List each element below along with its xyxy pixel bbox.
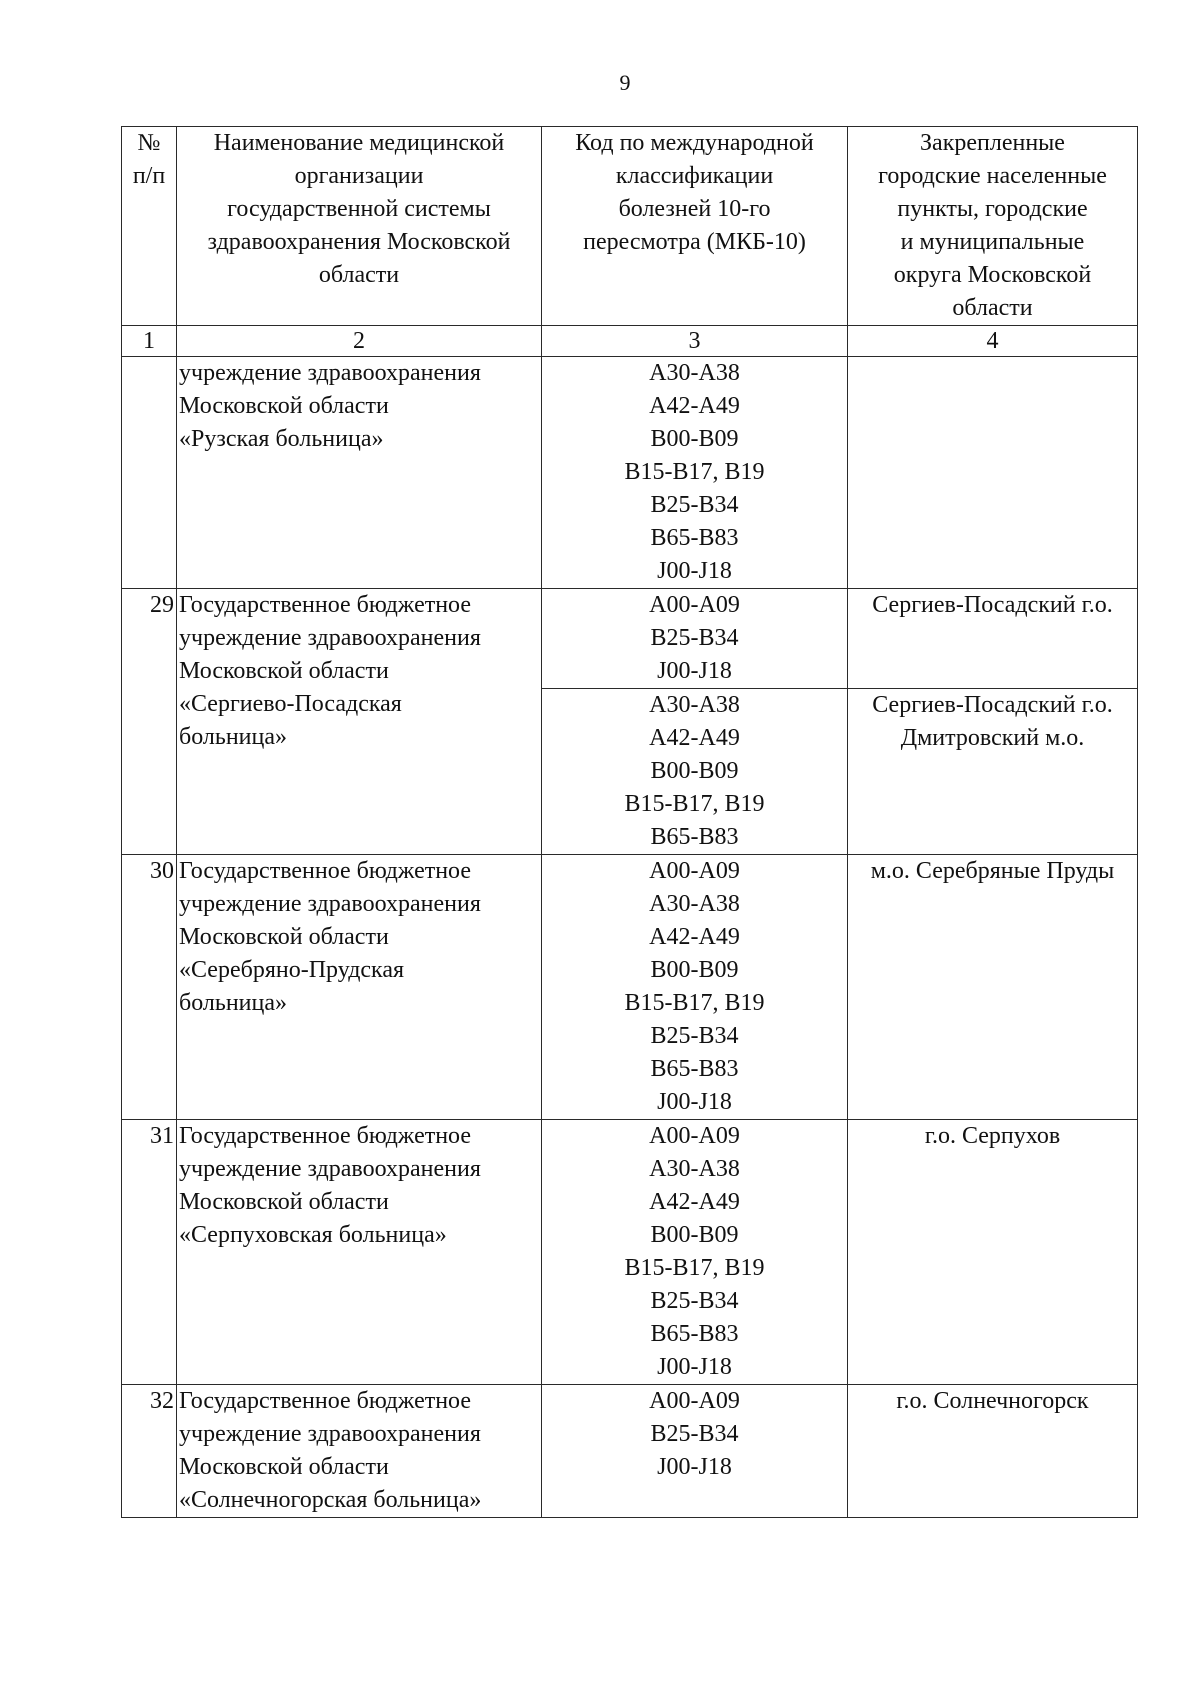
text-line: болезней 10-го bbox=[618, 196, 771, 222]
text-line: «Солнечногорская больница» bbox=[179, 1487, 482, 1513]
text-line: г.о. Солнечногорск bbox=[896, 1388, 1089, 1414]
text-line: В65-В83 bbox=[650, 1321, 739, 1347]
text-line: А00-А09 bbox=[649, 1388, 740, 1414]
text-line: «Серпуховская больница» bbox=[179, 1222, 447, 1248]
text-line: В15-В17, В19 bbox=[624, 990, 765, 1016]
text-line: Наименование медицинской bbox=[213, 130, 505, 156]
icd10-codes bbox=[542, 1385, 848, 1518]
text-line: Дмитровский м.о. bbox=[900, 725, 1085, 751]
table-row bbox=[122, 357, 1138, 589]
icd10-codes bbox=[542, 1120, 848, 1385]
text-line: и муниципальные bbox=[900, 229, 1085, 255]
text-line: В65-В83 bbox=[650, 1056, 739, 1082]
assigned-areas bbox=[848, 855, 1138, 1120]
row-number: 31 bbox=[122, 1120, 177, 1385]
text-line: Государственное бюджетное bbox=[179, 592, 471, 618]
text-line: городские населенные bbox=[878, 163, 1107, 189]
header-row bbox=[122, 127, 1138, 326]
organization-name bbox=[177, 855, 542, 1120]
text-line: Государственное бюджетное bbox=[179, 1123, 471, 1149]
text-line: J00-J18 bbox=[657, 1354, 732, 1380]
text-line: больница» bbox=[179, 724, 287, 750]
text-line: В25-В34 bbox=[650, 1023, 739, 1049]
text-line: «Серебряно-Прудская bbox=[179, 957, 405, 983]
text-line: J00-J18 bbox=[657, 558, 732, 584]
text-line: области bbox=[952, 295, 1033, 321]
text-line: В15-В17, В19 bbox=[624, 1255, 765, 1281]
text-line: В25-В34 bbox=[650, 1421, 739, 1447]
text-line: больница» bbox=[179, 990, 287, 1016]
text-line: округа Московской bbox=[893, 262, 1092, 288]
text-line: Государственное бюджетное bbox=[179, 858, 471, 884]
text-line: «Рузская больница» bbox=[179, 426, 384, 452]
row-number: 30 bbox=[122, 855, 177, 1120]
column-number: 1 bbox=[122, 326, 177, 357]
column-number: 3 bbox=[542, 326, 848, 357]
text-line: А42-А49 bbox=[649, 1189, 740, 1215]
organization-name bbox=[177, 1120, 542, 1385]
text-line: п/п bbox=[132, 163, 166, 189]
text-line: А30-А38 bbox=[649, 1156, 740, 1182]
text-line: В15-В17, В19 bbox=[624, 791, 765, 817]
assigned-areas bbox=[848, 689, 1138, 855]
text-line: государственной системы bbox=[227, 196, 491, 222]
text-line: Сергиев-Посадский г.о. bbox=[872, 692, 1113, 718]
text-line: Московской области bbox=[179, 393, 389, 419]
text-line: J00-J18 bbox=[657, 1454, 732, 1480]
icd10-codes bbox=[542, 855, 848, 1120]
text-line: учреждение здравоохранения bbox=[179, 1421, 481, 1447]
text-line: здравоохранения Московской bbox=[207, 229, 511, 255]
row-number bbox=[122, 357, 177, 589]
text-line: А42-А49 bbox=[649, 725, 740, 751]
table-row bbox=[122, 589, 1138, 689]
assigned-areas bbox=[848, 357, 1138, 589]
text-line: Московской области bbox=[179, 1189, 389, 1215]
text-line: J00-J18 bbox=[657, 658, 732, 684]
icd10-codes bbox=[542, 357, 848, 589]
text-line: А30-А38 bbox=[649, 692, 740, 718]
text-line: классификации bbox=[615, 163, 774, 189]
column-number: 4 bbox=[848, 326, 1138, 357]
text-line: А42-А49 bbox=[649, 924, 740, 950]
text-line: Закрепленные bbox=[920, 130, 1065, 156]
text-line: Сергиев-Посадский г.о. bbox=[872, 592, 1113, 618]
text-line: А30-А38 bbox=[649, 891, 740, 917]
text-line: А00-А09 bbox=[649, 592, 740, 618]
text-line: пересмотра (МКБ-10) bbox=[583, 229, 806, 255]
icd10-codes bbox=[542, 589, 848, 689]
text-line: В65-В83 bbox=[650, 824, 739, 850]
text-line: В00-В09 bbox=[650, 1222, 739, 1248]
header-icd10-code bbox=[542, 127, 848, 326]
text-line: В25-В34 bbox=[650, 492, 739, 518]
assigned-areas bbox=[848, 1385, 1138, 1518]
text-line: В00-В09 bbox=[650, 426, 739, 452]
text-line: J00-J18 bbox=[657, 1089, 732, 1115]
header-assigned-areas bbox=[848, 127, 1138, 326]
text-line: организации bbox=[294, 163, 424, 189]
organization-name bbox=[177, 589, 542, 855]
table-body bbox=[122, 357, 1138, 1518]
text-line: А30-А38 bbox=[649, 360, 740, 386]
text-line: № bbox=[137, 130, 161, 156]
text-line: А42-А49 bbox=[649, 393, 740, 419]
row-number: 29 bbox=[122, 589, 177, 855]
text-line: учреждение здравоохранения bbox=[179, 1156, 481, 1182]
text-line: г.о. Серпухов bbox=[924, 1123, 1061, 1149]
text-line: А00-А09 bbox=[649, 1123, 740, 1149]
organization-name bbox=[177, 1385, 542, 1518]
text-line: Московской области bbox=[179, 924, 389, 950]
text-line: пункты, городские bbox=[897, 196, 1088, 222]
text-line: В00-В09 bbox=[650, 957, 739, 983]
text-line: Государственное бюджетное bbox=[179, 1388, 471, 1414]
text-line: А00-А09 bbox=[649, 858, 740, 884]
header-number bbox=[122, 127, 177, 326]
text-line: «Сергиево-Посадская bbox=[179, 691, 402, 717]
assigned-areas bbox=[848, 1120, 1138, 1385]
page-number: 9 bbox=[619, 70, 631, 95]
table-row bbox=[122, 855, 1138, 1120]
text-line: Московской области bbox=[179, 1454, 389, 1480]
table-row bbox=[122, 1120, 1138, 1385]
icd10-codes bbox=[542, 689, 848, 855]
text-line: Код по международной bbox=[575, 130, 814, 156]
text-line: учреждение здравоохранения bbox=[179, 360, 481, 386]
text-line: области bbox=[318, 262, 400, 288]
text-line: В25-В34 bbox=[650, 625, 739, 651]
table-row bbox=[122, 1385, 1138, 1518]
assigned-areas bbox=[848, 589, 1138, 689]
text-line: Московской области bbox=[179, 658, 389, 684]
header-organization-name bbox=[177, 127, 542, 326]
organization-name bbox=[177, 357, 542, 589]
text-line: учреждение здравоохранения bbox=[179, 891, 481, 917]
row-number: 32 bbox=[122, 1385, 177, 1518]
text-line: В00-В09 bbox=[650, 758, 739, 784]
text-line: В15-В17, В19 bbox=[624, 459, 765, 485]
column-number: 2 bbox=[177, 326, 542, 357]
text-line: учреждение здравоохранения bbox=[179, 625, 481, 651]
table-header bbox=[122, 127, 1138, 357]
text-line: В25-В34 bbox=[650, 1288, 739, 1314]
text-line: В65-В83 bbox=[650, 525, 739, 551]
text-line: м.о. Серебряные Пруды bbox=[870, 858, 1115, 884]
column-number-row bbox=[122, 326, 1138, 357]
hospital-assignment-table bbox=[121, 126, 1138, 1518]
